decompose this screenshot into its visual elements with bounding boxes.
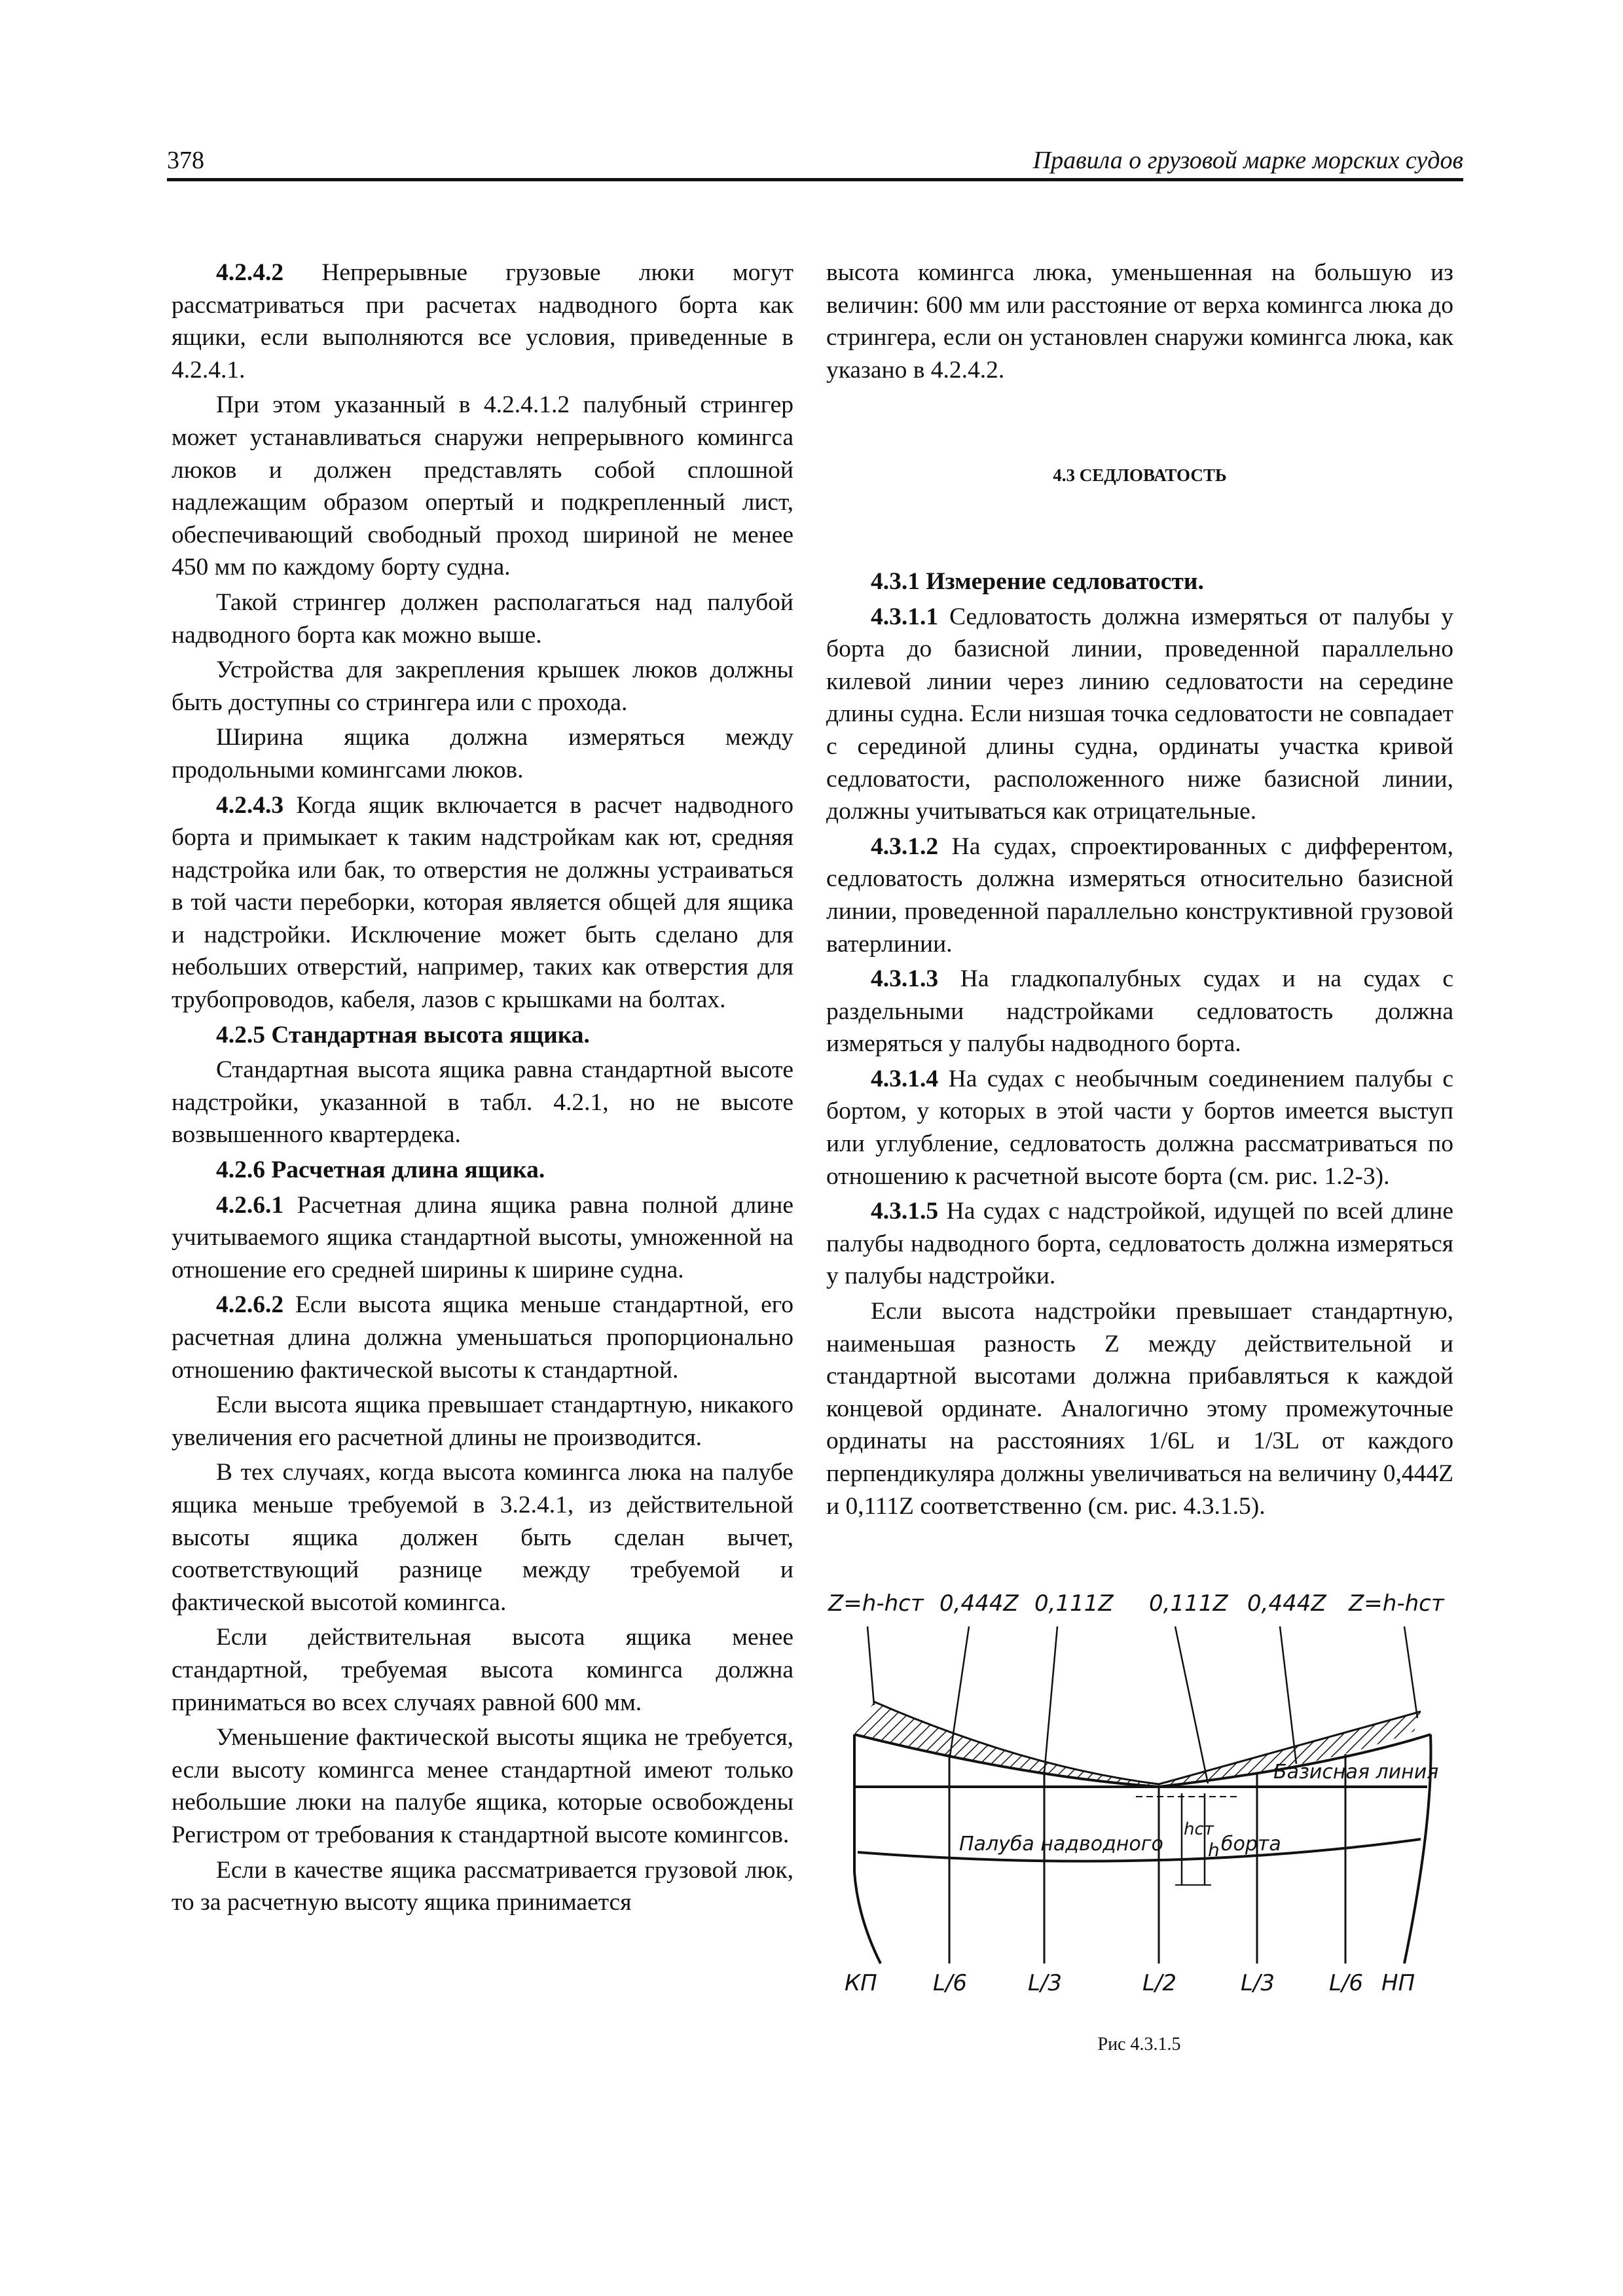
right-column: [826, 257, 1453, 1525]
figure-caption: Рис 4.3.1.5: [1097, 2034, 1181, 2054]
paragraph: 4.2.6.2 Если высота ящика меньше стандартной, его расчетная длина должна уменьшаться пропорционально отношению фактической высоты к стандартной.: [172, 1291, 793, 1384]
label-l6-left: L/6: [933, 1970, 968, 1996]
paragraph: 4.2.4.3 Когда ящик включается в расчет надводного борта и примыкает к таким надстройкам как ют, средняя надстройка или бак, то отверстия не должны устраиваться в той части переборки, которая является общей для ящика и надстройки. Исключение может быть сделано для небольших отверстий, например, таких как отверстия для трубопроводов, кабеля, лазов с крышками на болтах.: [172, 791, 793, 1014]
paragraph: Ширина ящика должна измеряться между продольными комингсами люков.: [172, 724, 793, 783]
label-l6-right: L/6: [1329, 1970, 1364, 1996]
subheading-4-2-5: 4.2.5 Стандартная высота ящика.: [216, 1021, 590, 1049]
page-number: 378: [167, 147, 204, 174]
label-0111z-left: 0,111Z: [1034, 1590, 1114, 1617]
stern-contour: [854, 1734, 881, 1964]
paragraph: Если высота надстройки превышает стандартную, наименьшая разность Z между действительной и стандартной высотами должна прибавляться к каждой концевой ординате. Аналогично этому промежуточные ординаты на расстояниях 1/6L и 1/3L от каждого перпендикуляра должны увеличиваться на величину 0,444Z и 0,111Z соответственно (см. рис. 4.3.1.5).: [826, 1298, 1453, 1520]
label-l3-right: L/3: [1241, 1970, 1275, 1996]
paragraph: 4.3.1.2 На судах, спроектированных с дифферентом, седловатость должна измеряться относительно базисной линии, проведенной параллельно конструктивной грузовой ватерлинии.: [826, 833, 1453, 958]
label-h-st: hст: [1184, 1820, 1214, 1839]
label-0444z-left: 0,444Z: [939, 1590, 1019, 1617]
paragraph: 4.2.6.1 Расчетная длина ящика равна полной длине учитываемого ящика стандартной высоты, умноженной на отношение его средней ширины к ширине судна.: [172, 1191, 793, 1283]
label-np: НП: [1381, 1970, 1415, 1996]
paragraph: 4.3.1.4 На судах с необычным соединением палубы с бортом, у которых в этой части у бортов имеется выступ или углубление, седловатость должна рассматриваться по отношению к расчетной высоте борта (см. рис. 1.2-3).: [826, 1065, 1453, 1190]
left-column: [172, 257, 793, 1922]
label-l3-left: L/3: [1028, 1970, 1063, 1996]
paragraph: 4.3.1.1 Седловатость должна измеряться от палубы у борта до базисной линии, проведенной параллельно килевой линии через линию седловатости на середине длины судна. Если низшая точка седловатости не совпадает с серединой длины судна, ординаты участка кривой седловатости, расположенного ниже базисной линии, должны учитываться как отрицательные.: [826, 603, 1453, 825]
paragraph: Если высота ящика превышает стандартную, никакого увеличения его расчетной длины не производится.: [172, 1391, 793, 1451]
label-base-line: Базисная линия: [1273, 1761, 1439, 1784]
section-heading: 4.3 СЕДЛОВАТОСТЬ: [1053, 465, 1227, 486]
label-0444z-right: 0,444Z: [1247, 1590, 1326, 1617]
paragraph: Такой стрингер должен располагаться над палубой надводного борта как можно выше.: [172, 588, 793, 649]
subheading-4-2-6: 4.2.6 Расчетная длина ящика.: [216, 1157, 545, 1184]
sheer-figure: [828, 1571, 1450, 2003]
label-z-right: Z=h-hст: [1349, 1590, 1444, 1617]
label-0111z-right: 0,111Z: [1149, 1590, 1228, 1617]
label-l2: L/2: [1142, 1970, 1177, 1996]
header-rule: [167, 178, 1463, 181]
paragraph: 4.3.1.3 На гладкопалубных судах и на судах с раздельными надстройками седловатость должна измеряться у палубы надводного борта.: [826, 965, 1453, 1058]
page-header: [167, 141, 1463, 181]
label-deck-a: Палуба надводного: [959, 1833, 1163, 1856]
paragraph: Устройства для закрепления крышек люков должны быть доступны со стрингера или с прохода.: [172, 656, 793, 716]
paragraph: Стандартная высота ящика равна стандартной высоте надстройки, указанной в табл. 4.2.1, но не высоте возвышенного квартердека.: [172, 1056, 793, 1149]
running-title: Правила о грузовой марке морских судов: [1032, 147, 1463, 174]
paragraph: При этом указанный в 4.2.4.1.2 палубный стрингер может устанавливаться снаружи непрерывного комингса люков и должен представлять собой сплошной надлежащим образом опертый и подкрепленный лист, обеспечивающий свободный проход шириной не менее 450 мм по каждому борту судна.: [172, 391, 793, 581]
paragraph: Если в качестве ящика рассматривается грузовой люк, то за расчетную высоту ящика принимается: [172, 1856, 793, 1916]
paragraph: 4.2.4.2 Непрерывные грузовые люки могут рассматриваться при расчетах надводного борта как ящики, если выполняются все условия, приведенные в 4.2.4.1.: [172, 259, 793, 384]
paragraph: Если действительная высота ящика менее стандартной, требуемая высота комингса должна приниматься во всех случаях равной 600 мм.: [172, 1624, 793, 1716]
paragraph: В тех случаях, когда высота комингса люка на палубе ящика меньше требуемой в 3.2.4.1, из действительной высоты ящика должен быть сделан вычет, соответствующий разнице между требуемой и фактической высотой комингса.: [172, 1459, 793, 1616]
paragraph: высота комингса люка, уменьшенная на большую из величин: 600 мм или расстояние от верха комингса люка до стрингера, если он установлен снаружи комингса люка, как указано в 4.2.4.2.: [826, 259, 1453, 384]
label-kp: КП: [845, 1970, 877, 1996]
paragraph: 4.3.1.5 На судах с надстройкой, идущей по всей длине палубы надводного борта, седловатость должна измеряться у палубы надстройки.: [826, 1198, 1453, 1290]
sheer-diagram: [828, 1571, 1450, 2003]
label-h: h: [1208, 1839, 1220, 1861]
label-z-left: Z=h-hст: [828, 1590, 924, 1617]
paragraph: Уменьшение фактической высоты ящика не требуется, если высоту комингса менее стандартной имеют только небольшие люки на палубе ящика, которые освобождены Регистром от требования к стандартной высоте комингсов.: [172, 1724, 793, 1848]
label-deck-b: борта: [1221, 1833, 1281, 1856]
subheading-4-3-1: 4.3.1 Измерение седловатости.: [871, 567, 1204, 595]
